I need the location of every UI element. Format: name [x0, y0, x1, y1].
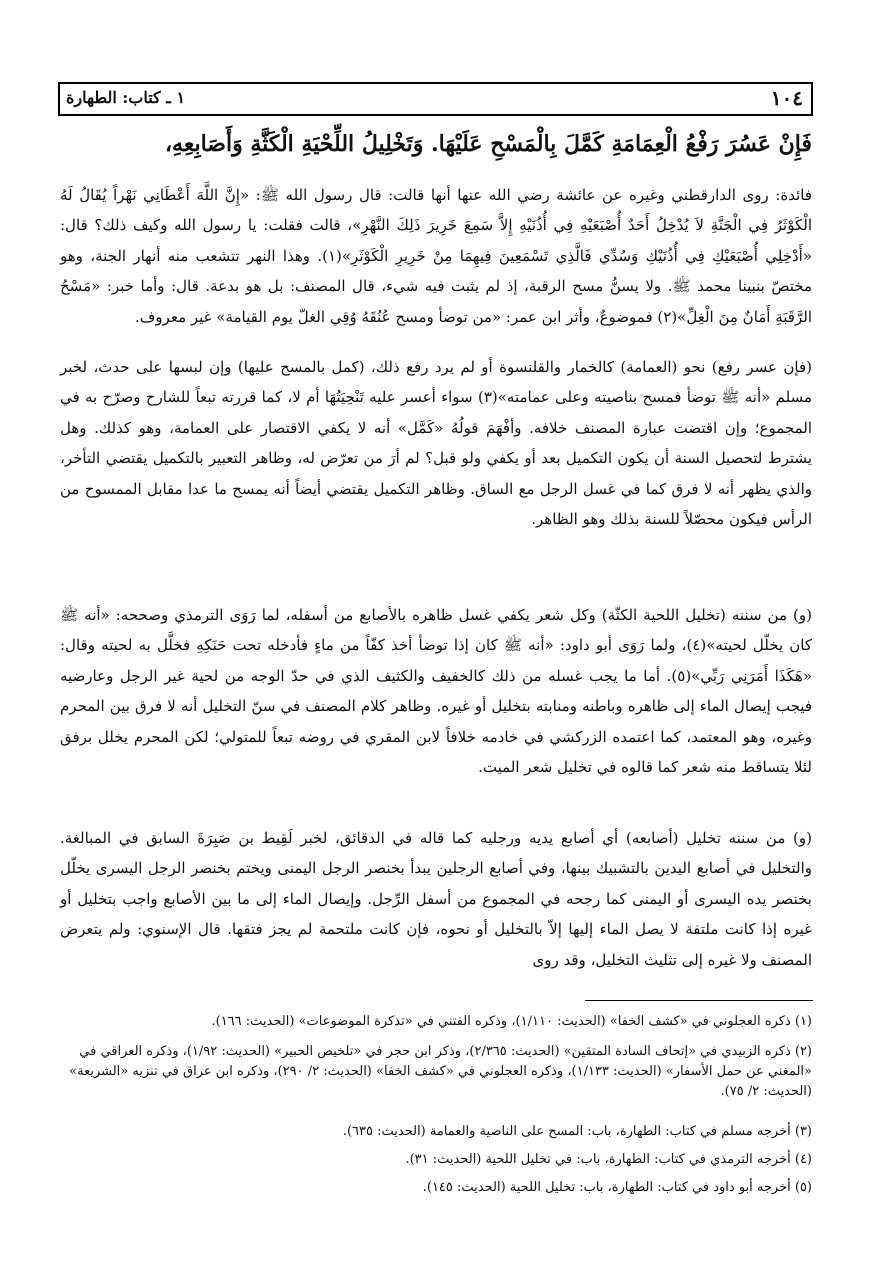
footnote-4: (٤) أخرجه الترمذي في كتاب: الطهارة، باب: في تخليل اللحية (الحديث: ٣١).: [405, 1152, 812, 1167]
paragraph-lihya: (و) من سننه (تخليل اللحية الكثّة) وكل شعر يكفي غسل ظاهره بالأصابع من أسفله، لما رَوَى الترمذي وصححه: «أنه ﷺ كان يخلّل لحيته»(٤)، ولما رَوَى أبو داود: «أنه ﷺ كان إذا توضأ أخذ كفّاً من ماءٍ فأدخله تحت حَنَكِهِ فخلَّل به لحيته وقال: «هَكَذَا أَمَرَنِي رَبِّي»(٥). أما ما يجب غسله من ذلك كالخفيف والكثيف الذي في حدّ الوجه من لحية غير الرجل وعارضيه فيجب إيصال الماء إلى ظاهره وباطنه ومنابته بتخليل أو غيره. وظاهر كلام المصنف في سنّ التخليل أنه لا فرق بين المحرم وغيره، وهو المعتمد، كما اعتمده الزركشي في خادمه خلافاً لابن المقري في روضه تبعاً للمتولي؛ لكن المحرم يخلل برفق لئلا يتساقط منه شعر كما قالوه في تخليل شعر الميت.: [60, 606, 812, 777]
footnote-divider: [585, 1000, 813, 1001]
footnote-2: (٢) ذكره الزبيدي في «إتحاف السادة المتقين» (الحديث: ٢/٣٦٥)، وذكر ابن حجر في «تلخيص الحبير» (الحديث: ١/٩٢)، وذكره العراقي في «المغني عن حمل الأسفار» (الحديث: ١/١٣٣)، وذكره العجلوني في «كشف الخفا» (الحديث: ٢/ ٢٩٠)، وذكره ابن عراق في تنزيه «الشريعة» (الحديث: ٢/ ٧٥).: [69, 1044, 812, 1099]
paragraph-imama: (فإن عسر رفع) نحو (العمامة) كالخمار والقلنسوة أو لم يرد رفع ذلك، (كمل بالمسح عليها) وإن لبسها على حدث، لخبر مسلم «أنه ﷺ توضأ فمسح بناصيته وعلى عمامته»(٣) سواء أعسر عليه تَنْحِيَتُهَا أم لا، كما قررته تبعاً للشارح وصرّح به في المجموع؛ وإن اقتضت عبارة المصنف خلافه. وأفْهَمَ قولُهُ «كَمَّل» أنه لا يكفي الاقتصار على العمامة، وهو كذلك. وهل يشترط لتحصيل السنة أن يكون التكميل بعد أو يكفي ولو قبل؟ لم أرَ من تعرّض له، وظاهر التعبير بالتكميل يقتضي التأخر، والذي يظهر أنه لا فرق كما في غسل الرجل مع الساق. وظاهر التكميل يقتضي أيضاً أنه يمسح ما عدا مقابل الممسوح من الرأس فيكون محصّلاً للسنة بذلك وهو الظاهر.: [60, 358, 812, 529]
matn-text: فَإِنْ عَسُرَ رَفْعُ الْعِمَامَةِ كَمَّلَ بِالْمَسْحِ عَلَيْهَا. وَتَخْلِيلُ اللِّحْيَةِ الْكَثَّةِ وَأَصَابِعِهِ،: [164, 131, 812, 157]
paragraph-asabi: (و) من سننه تخليل (أصابعه) أي أصابع يديه ورجليه كما قاله في الدقائق، لخبر لَقِيط بن صَبِرَةَ السابق في المبالغة. والتخليل في أصابع اليدين بالتشبيك بينها، وفي أصابع الرجلين يبدأ بخنصر الرجل اليمنى ويختم بخنصر الرجل اليسرى يخلّل بخنصر يده اليسرى أو اليمنى كما رجحه في المجموع من أسفل الرِّجل. وإيصال الماء إلى ما بين الأصابع واجب بتخليل أو غيره إذا كانت ملتفة لا يصل الماء إليها إلاّ بالتخليل أو نحوه، فإن كانت ملتحمة لم يجز فتقها. قال الإسنوي: ولم يتعرض المصنف ولا غيره إلى تثليث التخليل، وقد روى: [60, 829, 813, 969]
page-header: [58, 82, 813, 116]
chapter-title: ١ ـ كتاب: الطهارة: [66, 88, 186, 107]
paragraph-fa'ida: فائدة: روى الدارقطني وغيره عن عائشة رضي الله عنها أنها قالت: قال رسول الله ﷺ: «إِنَّ اللَّهَ أَعْطَانِي نَهْراً يُقَالُ لَهُ الْكَوْثَرُ فِي الْجَنَّةِ لاَ يُدْخِلُ أَحَدٌ أُصْبَعَيْهِ فِي أُذُنَيْهِ إِلاَّ سَمِعَ خَرِيرَ ذَلِكَ النَّهْرِ»، قالت فقلت: يا رسول الله وكيف ذلك؟ قال: «أَدْخِلِي أُصْبَعَيْكِ فِي أُذُنَيْكِ وَسُدِّي فَالَّذِي تَسْمَعِينَ فِيهِمَا مِنْ خَرِيرِ الْكَوْثَرِ»(١). وهذا النهر تتشعب منه أنهار الجنة، وهو مختصّ بنبينا محمد ﷺ. ولا يسنُّ مسح الرقبة، إذ لم يثبت فيه شيء، قال المصنف: بل هو بدعة. قال: وأما خبر: «مَسْحُ الرَّقَبَةِ أَمَانٌ مِنَ الْغِلِّ»(٢) فموضوعٌ، وأثر ابن عمر: «من توضأ ومسح عُنُقَهُ وُقِي الغلّ يوم القيامة» غير معروف.: [60, 186, 812, 326]
footnote-5: (٥) أخرجه أبو داود في كتاب: الطهارة، باب: تخليل اللحية (الحديث: ١٤٥).: [422, 1180, 812, 1195]
footnote-1: (١) ذكره العجلوني في «كشف الخفا» (الحديث: ١/١١٠)، وذكره الفتني في «تذكرة الموضوعات» (الحديث: ١٦٦).: [211, 1014, 812, 1029]
footnote-3: (٣) أخرجه مسلم في كتاب: الطهارة، باب: المسح على الناصية والعمامة (الحديث: ٦٣٥).: [342, 1124, 812, 1139]
page-number: ١٠٤: [770, 86, 803, 110]
